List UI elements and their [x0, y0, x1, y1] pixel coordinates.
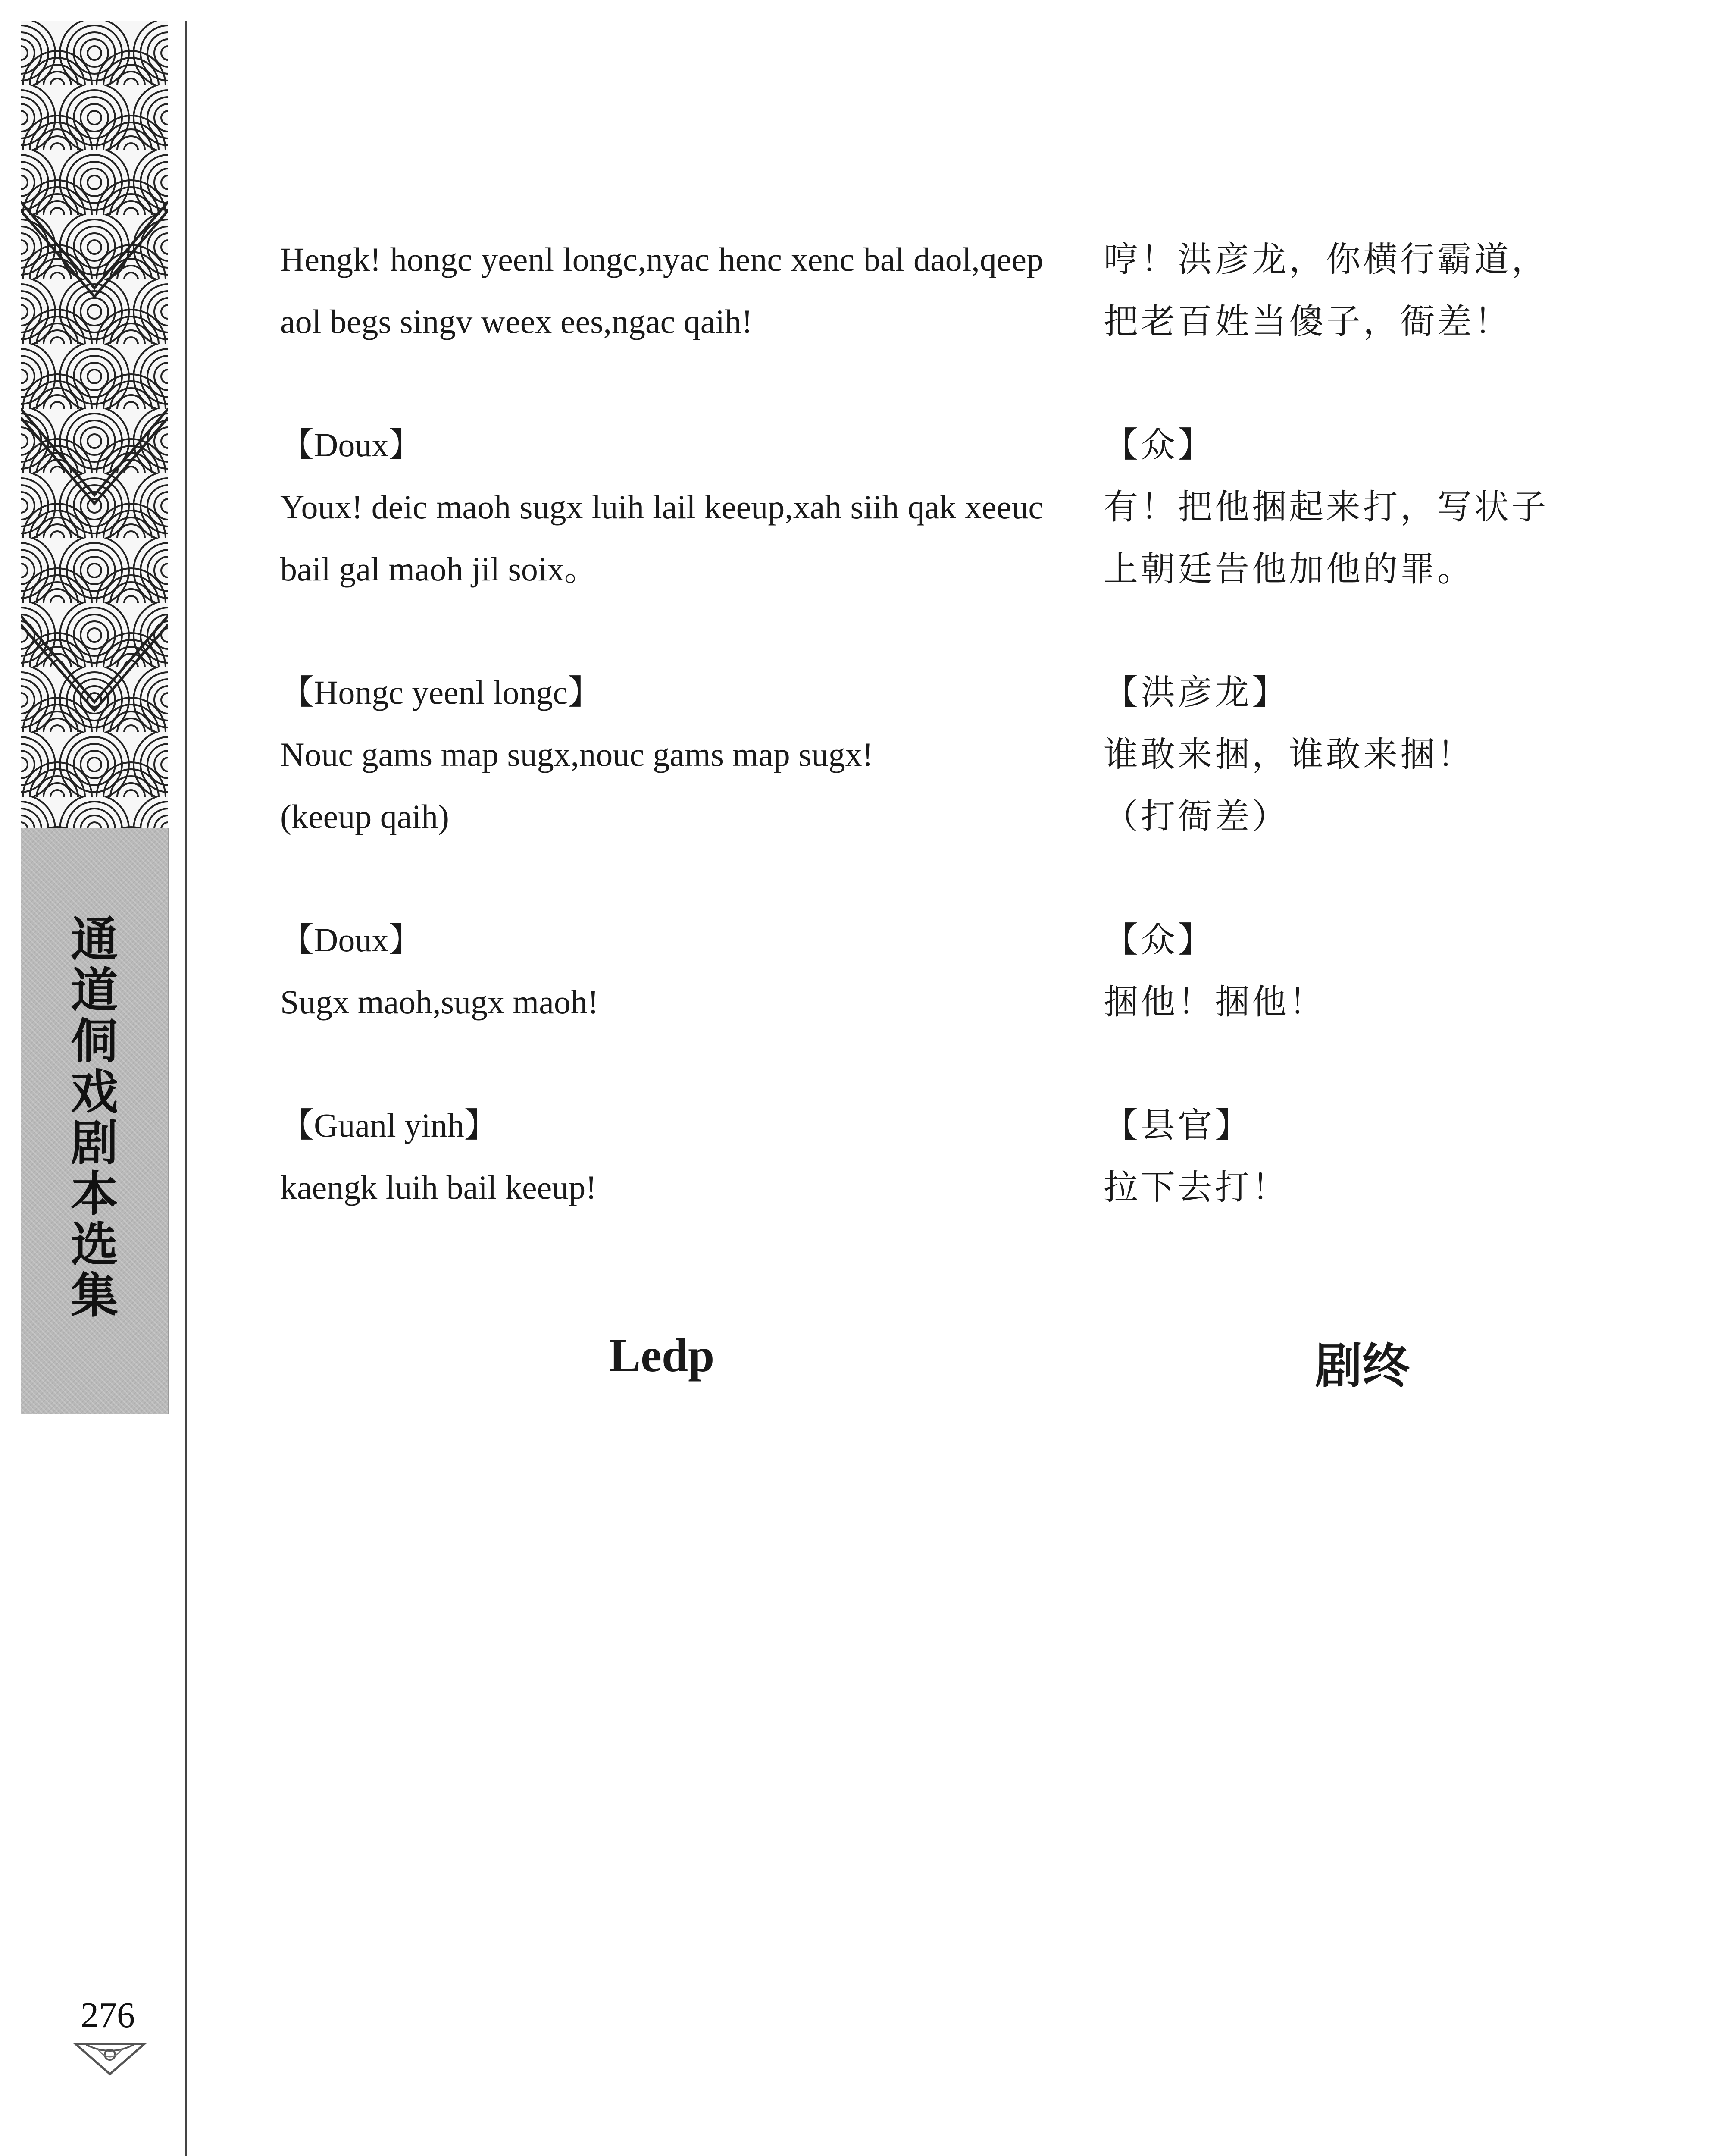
chinese-line: 把老百姓当傻子，衙差！ — [1104, 301, 1511, 342]
chinese-text-column — [1104, 661, 1604, 848]
chinese-line: 拉下去打！ — [1104, 1167, 1289, 1207]
page-number-ornament-icon — [73, 2040, 147, 2078]
dialogue-block — [280, 229, 1556, 353]
chinese-stage-direction: （打衙差） — [1104, 796, 1289, 837]
chinese-speaker: 【众】 — [1104, 425, 1215, 465]
dialogue-block — [280, 909, 1556, 1033]
chinese-line: 哼！洪彦龙，你横行霸道， — [1104, 239, 1548, 279]
wave-pattern-icon — [21, 21, 168, 828]
chinese-text-column — [1104, 1094, 1604, 1219]
chinese-speaker: 【县官】 — [1104, 1105, 1252, 1145]
dong-line: Youx! deic maoh sugx luih lail keeup,xah siih qak xeeuc bail gal maoh jil soix。 — [280, 488, 1043, 588]
dong-text-column — [280, 909, 1043, 1033]
dialogue-block — [280, 661, 1556, 848]
dong-speaker: 【Guanl yinh】 — [280, 1106, 498, 1144]
dialogue-block — [280, 414, 1556, 600]
dialogue-content — [280, 229, 1556, 1280]
dong-stage-direction: (keeup qaih) — [280, 798, 449, 835]
dong-text-column — [280, 1094, 1043, 1219]
play-ending — [280, 1328, 1556, 1396]
dong-text-column — [280, 229, 1043, 353]
chinese-line: 有！把他捆起来打，写状子 — [1104, 487, 1548, 527]
margin-rule — [185, 21, 187, 2156]
dong-line: kaengk luih bail keeup! — [280, 1169, 597, 1206]
chinese-line: 捆他！捆他！ — [1104, 982, 1326, 1022]
chinese-text-column — [1104, 229, 1604, 353]
ending-dong: Ledp — [609, 1329, 715, 1382]
book-title-band — [21, 828, 169, 1414]
dialogue-block — [280, 1094, 1556, 1219]
page-number: 276 — [81, 1995, 135, 2035]
dong-line: Nouc gams map sugx,nouc gams map sugx! — [280, 736, 873, 773]
dong-line: Hengk! hongc yeenl longc,nyac henc xenc bal daol,qeep aol begs singv weex ees,ngac qaih! — [280, 241, 1043, 340]
dong-text-column — [280, 661, 1043, 848]
dong-speaker: 【Doux】 — [280, 426, 422, 464]
chinese-text-column — [1104, 414, 1604, 600]
chinese-line: 上朝廷告他加他的罪。 — [1104, 549, 1474, 589]
dong-speaker: 【Doux】 — [280, 921, 422, 959]
chinese-speaker: 【众】 — [1104, 920, 1215, 960]
ending-chinese: 剧终 — [1315, 1338, 1410, 1394]
dong-text-column — [280, 414, 1043, 600]
book-title: 通道侗戏剧本选集 — [71, 912, 118, 1323]
chinese-speaker: 【洪彦龙】 — [1104, 672, 1289, 712]
dong-speaker: 【Hongc yeenl longc】 — [280, 674, 602, 711]
dong-line: Sugx maoh,sugx maoh! — [280, 983, 599, 1021]
decorative-wave-border — [21, 21, 168, 828]
chinese-text-column — [1104, 909, 1604, 1033]
chinese-line: 谁敢来捆，谁敢来捆！ — [1104, 734, 1474, 774]
